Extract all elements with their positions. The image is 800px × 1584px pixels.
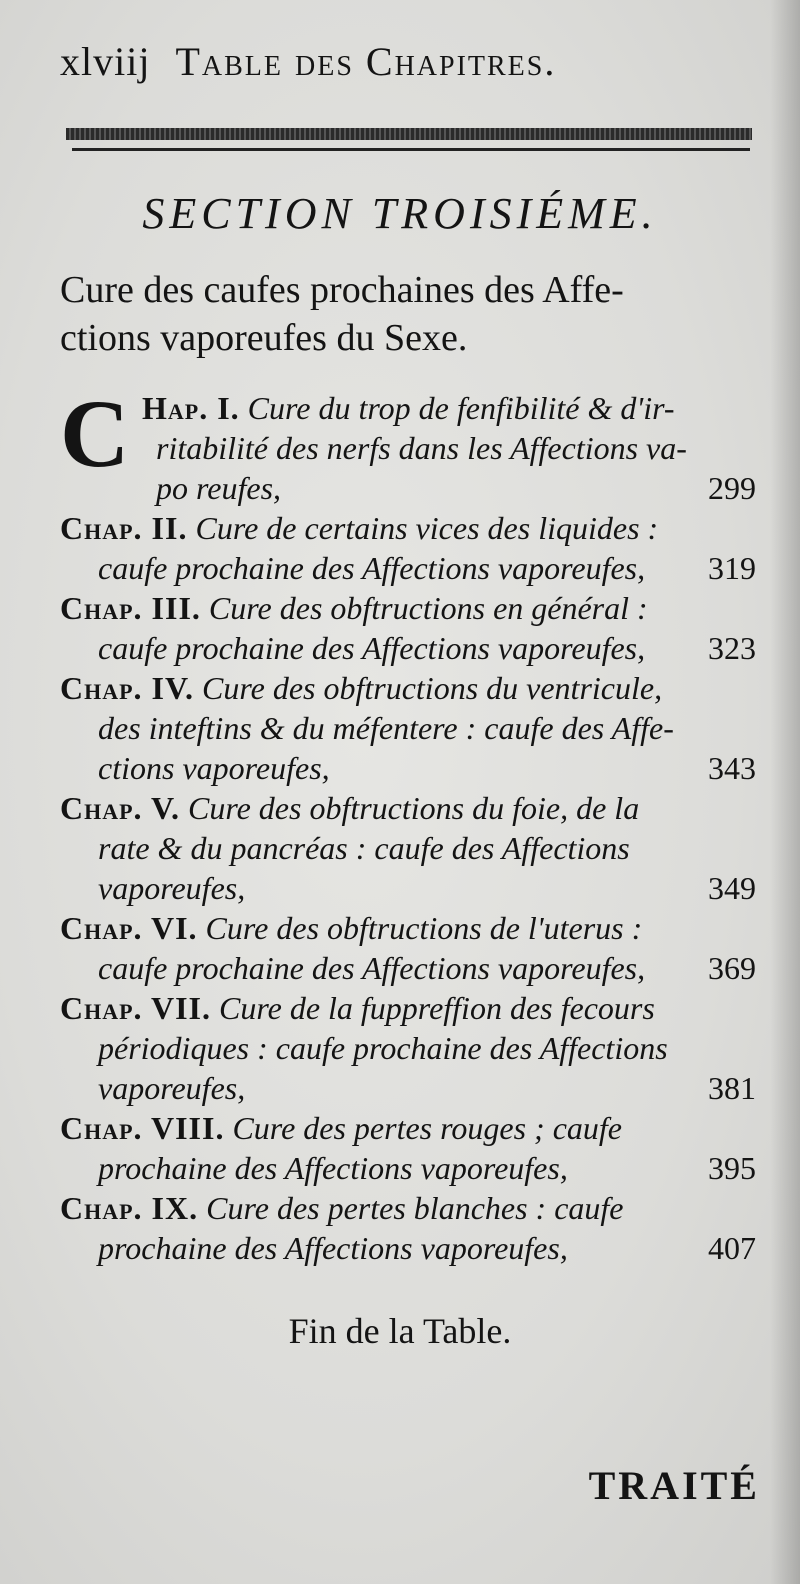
ornamental-rule: [66, 128, 752, 140]
chapter-desc-line: Cure des pertes blanches : caufe: [206, 1190, 624, 1226]
chapter-entry: [60, 788, 760, 908]
chapter-desc-line: vaporeufes,: [98, 870, 246, 906]
chapter-page-number: 381: [708, 1070, 756, 1106]
chapter-desc-line: Cure du trop de fenfibilité & d'ir-: [247, 390, 675, 426]
chapter-desc-line: prochaine des Affections vaporeufes,: [98, 1150, 568, 1186]
chapter-entry: [60, 588, 760, 668]
chapter-desc-line: Cure des obftructions en général :: [208, 590, 648, 626]
chapter-label: Chap. IV.: [60, 670, 194, 706]
chapter-label: Chap. VI.: [60, 910, 198, 946]
chapter-entry: [60, 508, 760, 588]
chapter-desc-line: vaporeufes,: [98, 1070, 246, 1106]
chapter-desc-line: Cure de la fuppreffion des fecours: [219, 990, 655, 1026]
chapter-entry: [60, 908, 760, 988]
chapter-entry: [60, 1188, 760, 1268]
chapter-page-number: 343: [708, 750, 756, 786]
chapter-label: Chap. IX.: [60, 1190, 199, 1226]
chapter-page-number: 407: [708, 1230, 756, 1266]
chapter-desc-line: Cure des pertes rouges ; caufe: [232, 1110, 622, 1146]
chapter-page-number: 323: [708, 630, 756, 666]
chapter-page-number: 349: [708, 870, 756, 906]
chapter-desc-line: ritabilité des nerfs dans les Affections va-: [156, 430, 687, 466]
chapter-desc-line: des inteftins & du méfentere : caufe des Affe-: [98, 710, 674, 746]
chapter-desc-line: caufe prochaine des Affections vaporeufes,: [98, 630, 646, 666]
chapter-desc-line: Cure des obftructions du foie, de la: [187, 790, 640, 826]
catchword: TRAITÉ: [588, 1463, 760, 1508]
chapter-desc-line: Cure des obftructions de l'uterus :: [205, 910, 643, 946]
chapter-list: [60, 380, 760, 1268]
page-number: xlviij: [60, 39, 151, 84]
divider-rule: [72, 148, 750, 151]
chapter-desc-line: prochaine des Affections vaporeufes,: [98, 1230, 568, 1266]
chapter-desc-line: Cure de certains vices des liquides :: [195, 510, 659, 546]
chapter-desc-line: caufe prochaine des Affections vaporeufes,: [98, 950, 646, 986]
section-subtitle-line-2: ctions vaporeufes du Sexe.: [60, 317, 468, 359]
chapter-desc-line: Cure des obftructions du ventricule,: [202, 670, 663, 706]
chapter-entry: [60, 380, 760, 508]
chapter-desc-line: périodiques : caufe prochaine des Affections: [98, 1030, 668, 1066]
chapter-page-number: 395: [708, 1150, 756, 1186]
chapter-entry: [60, 988, 760, 1108]
chapter-label: Hap. I.: [142, 390, 240, 426]
chapter-page-number: 319: [708, 550, 756, 586]
section-title: SECTION TROISIÉME.: [142, 189, 658, 238]
section-subtitle: [60, 266, 760, 362]
chapter-desc-line: po reufes,: [156, 470, 282, 506]
chapter-label: Chap. II.: [60, 510, 188, 546]
section-subtitle-line-1: Cure des caufes prochaines des Affe-: [60, 269, 624, 311]
chapter-label: Chap. VII.: [60, 990, 211, 1026]
chapter-label: Chap. VIII.: [60, 1110, 225, 1146]
running-title: Table des Chapitres.: [175, 39, 557, 84]
chapter-entry: [60, 668, 760, 788]
chapter-desc-line: ctions vaporeufes,: [98, 750, 330, 786]
chapter-page-number: 299: [708, 470, 756, 506]
chapter-desc-line: rate & du pancréas : caufe des Affections: [98, 830, 630, 866]
end-of-table: Fin de la Table.: [288, 1311, 512, 1351]
chapter-page-number: 369: [708, 950, 756, 986]
running-head: [60, 38, 760, 85]
chapter-label: Chap. V.: [60, 790, 180, 826]
drop-cap: C: [60, 380, 130, 487]
chapter-desc-line: caufe prochaine des Affections vaporeufes,: [98, 550, 646, 586]
chapter-entry: [60, 1108, 760, 1188]
chapter-label: Chap. III.: [60, 590, 201, 626]
